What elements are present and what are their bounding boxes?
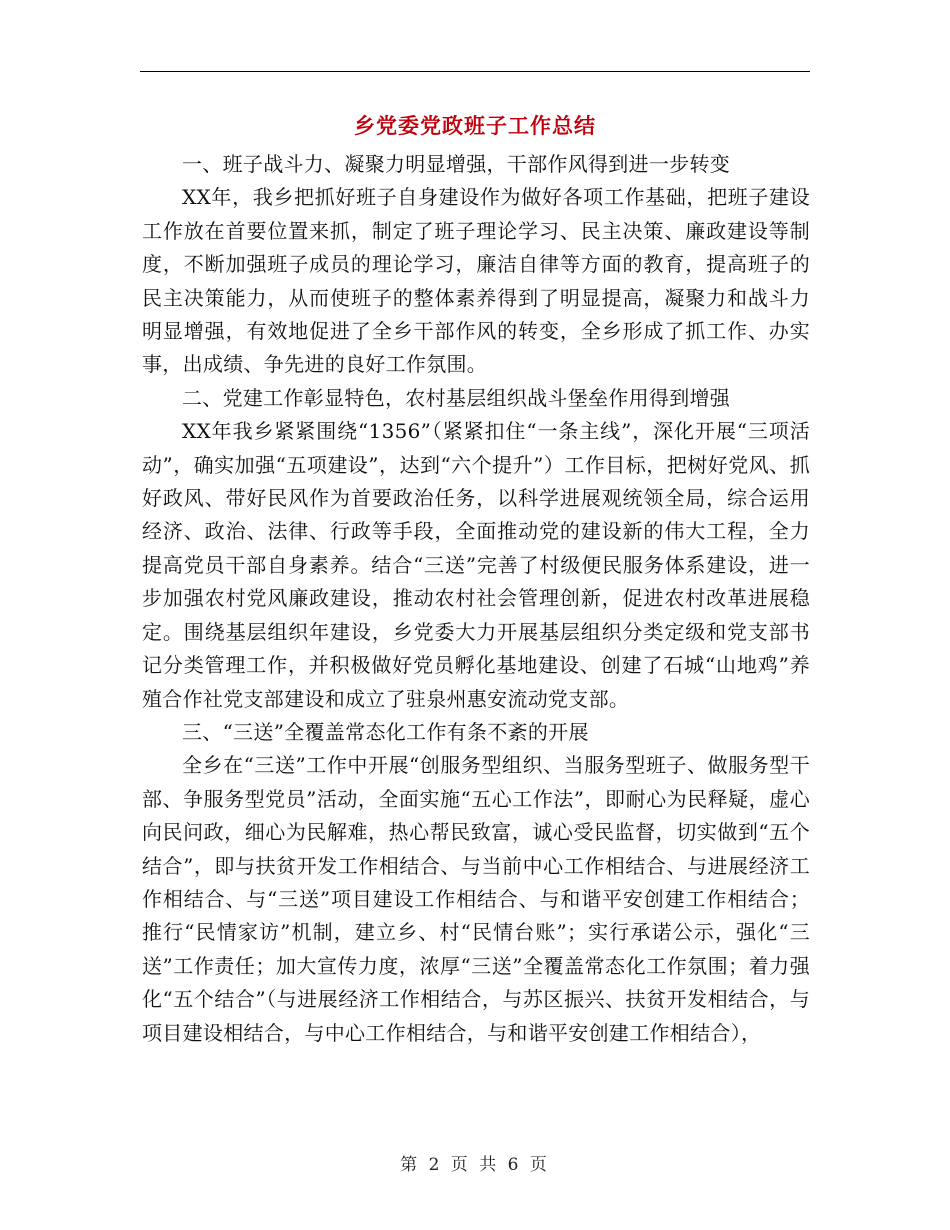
section-heading-1: 一、班子战斗力、凝聚力明显增强，干部作风得到进一步转变 [182, 152, 731, 176]
section-heading-3: 三、“三送”全覆盖常态化工作有条不紊的开展 [182, 719, 589, 744]
body-paragraph-2: XX年我乡紧紧围绕“1356”（紧紧扣住“一条主线”，深化开展“三项活动”，确实加强“五项建设”，达到“六个提升”）工作目标，把树好党风、抓好政风、带好民风作为首要政治任务，以科学进展观统领全局，综合运用经济、政治、法律、行政等手段，全面推动党的建设新的伟大工程，全力提高党员干部自身素养。结合“三送”完善了村级便民服务体系建设，进一步加强农村党风廉政建设，推动农村社会管理创新，促进农村改革进展稳定。围绕基层组织年建设，乡党委大力开展基层组织分类定级和党支部书记分类管理工作，并积极做好党员孵化基地建设、创建了石城“山地鸡”养殖合作社党支部建设和成立了驻泉州惠安流动党支部。 [142, 419, 810, 711]
header-rule [140, 71, 810, 72]
document-body [142, 148, 810, 1050]
document-title: 乡党委党政班子工作总结 [354, 113, 596, 138]
body-paragraph-3: 全乡在“三送”工作中开展“创服务型组织、当服务型班子、做服务型干部、争服务型党员”活动，全面实施“五心工作法”，即耐心为民释疑，虚心向民问政，细心为民解难，热心帮民致富，诚心受民监督，切实做到“五个结合”，即与扶贫开发工作相结合、与当前中心工作相结合、与进展经济工作相结合、与“三送”项目建设工作相结合、与和谐平安创建工作相结合；推行“民情家访”机制，建立乡、村“民情台账”；实行承诺公示，强化“三送”工作责任；加大宣传力度，浓厚“三送”全覆盖常态化工作氛围；着力强化“五个结合”（与进展经济工作相结合，与苏区振兴、扶贫开发相结合，与项目建设相结合，与中心工作相结合，与和谐平安创建工作相结合）， [142, 753, 810, 1045]
section-heading-2: 二、党建工作彰显特色，农村基层组织战斗堡垒作用得到增强 [182, 385, 731, 410]
body-paragraph-1: XX年，我乡把抓好班子自身建设作为做好各项工作基础，把班子建设工作放在首要位置来抓，制定了班子理论学习、民主决策、廉政建设等制度，不断加强班子成员的理论学习，廉洁自律等方面的教育，提高班子的民主决策能力，从而使班子的整体素养得到了明显提高，凝聚力和战斗力明显增强，有效地促进了全乡干部作风的转变，全乡形成了抓工作、办实事，出成绩、争先进的良好工作氛围。 [142, 185, 810, 377]
page-number-footer: 第 2 页 共 6 页 [400, 1155, 550, 1175]
